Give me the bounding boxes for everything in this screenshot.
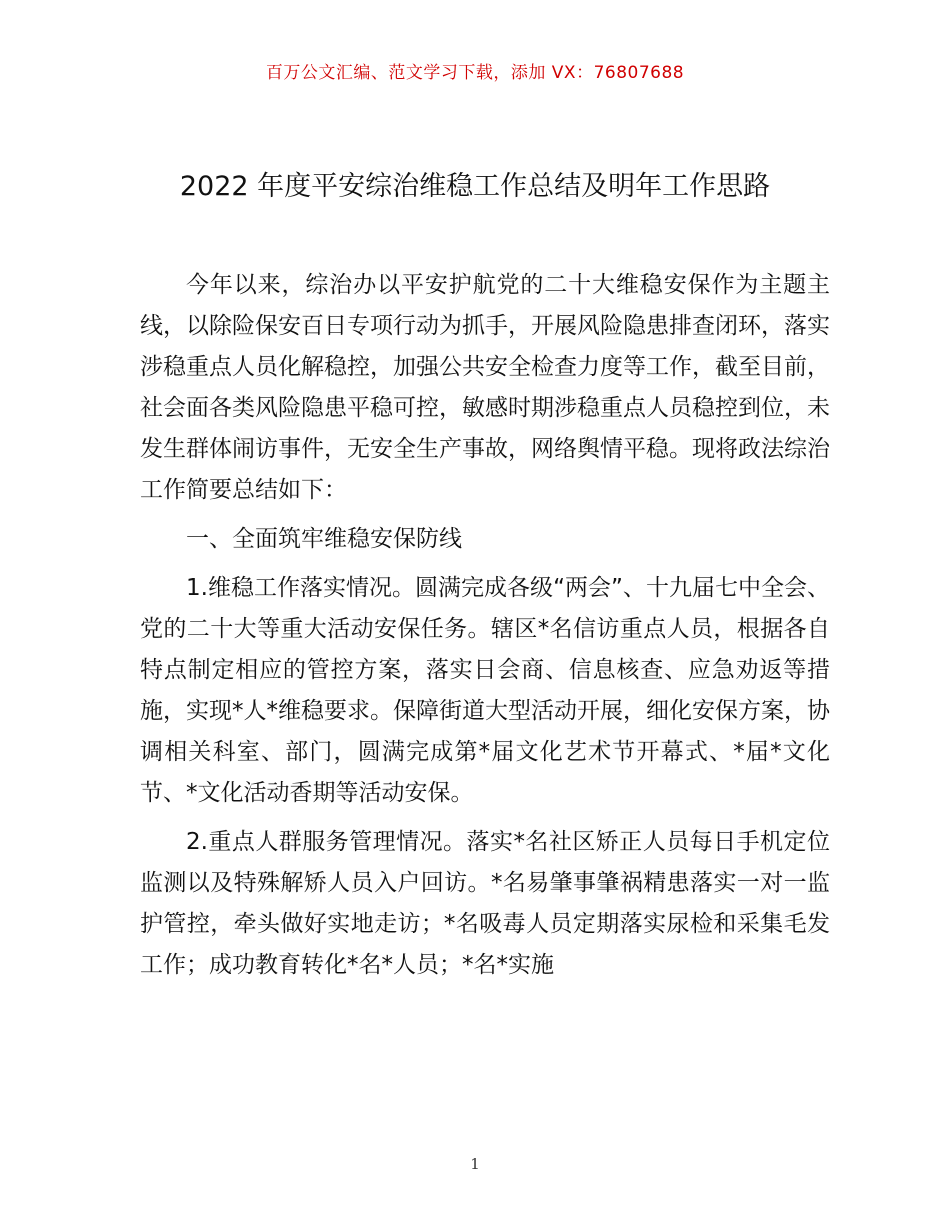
document-title: 2022 年度平安综治维稳工作总结及明年工作思路 xyxy=(179,171,771,202)
section-heading-1: 一、全面筑牢维稳安保防线 xyxy=(186,526,462,552)
document-body xyxy=(140,265,830,994)
intro-paragraph: 今年以来，综治办以平安护航党的二十大维稳安保作为主题主线，以除险保安百日专项行动为抓手，开展风险隐患排查闭环，落实涉稳重点人员化解稳控，加强公共安全检查力度等工作，截至目前，社会面各类风险隐患平稳可控，敏感时期涉稳重点人员稳控到位，未发生群体闹访事件，无安全生产事故，网络舆情平稳。现将政法综治工作简要总结如下： xyxy=(140,272,830,503)
item-paragraph-2: 2.重点人群服务管理情况。落实*名社区矫正人员每日手机定位监测以及特殊解矫人员入户回访。*名易肇事肇祸精患落实一对一监护管控，牵头做好实地走访；*名吸毒人员定期落实尿检和采集毛发工作；成功教育转化*名*人员；*名*实施 xyxy=(140,829,830,978)
header-download-note: 百万公文汇编、范文学习下载，添加 VX：76807688 xyxy=(265,63,685,83)
item-paragraph-1: 1.维稳工作落实情况。圆满完成各级“两会”、十九届七中全会、党的二十大等重大活动安保任务。辖区*名信访重点人员，根据各自特点制定相应的管控方案，落实日会商、信息核查、应急劝返等措施，实现*人*维稳要求。保障街道大型活动开展，细化安保方案，协调相关科室、部门，圆满完成第*届文化艺术节开幕式、*届*文化节、*文化活动香期等活动安保。 xyxy=(140,575,830,806)
page-number: 1 xyxy=(470,1155,480,1173)
